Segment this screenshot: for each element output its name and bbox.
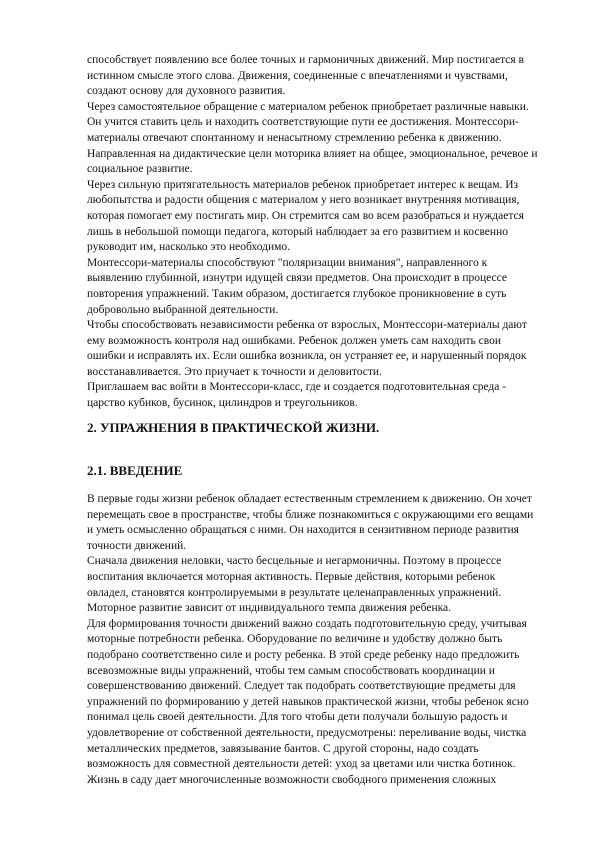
text-line: точности движений.	[87, 539, 187, 552]
text-line: возможность для совместной деятельности детей: уход за цветами или чистка ботинок.	[87, 758, 516, 771]
text-line: упражнений по формированию у детей навыков практической жизни, чтобы ребенок ясно	[87, 695, 529, 708]
text-line: Монтессори-материалы способствуют "поляризации внимания", направленного к	[87, 256, 488, 269]
text-line: воспитания включается моторная активность. Первые действия, которыми ребенок	[87, 570, 496, 583]
text-line: Моторное развитие зависит от индивидуального темпа движения ребенка.	[87, 602, 452, 615]
text-line: Через самостоятельное обращение с материалом ребенок приобретает различные навыки.	[87, 100, 529, 113]
text-line: добровольно выбранной деятельности.	[87, 303, 279, 316]
text-line: овладел, становятся контролируемыми в результате целенаправленных упражнений.	[87, 586, 502, 599]
text-line: выявлению глубинной, изнутри идущей связи предметов. Она происходит в процессе	[87, 272, 508, 285]
text-line: ему возможность контроля над ошибками. Ребенок должен уметь сам находить свои	[87, 334, 501, 347]
text-line: материалы отвечают спонтанному и ненасытному стремлению ребенка к движению.	[87, 131, 502, 144]
text-line: перемещать свое в пространстве, чтобы ближе познакомиться с окружающими его вещами	[87, 508, 534, 521]
text-line: и уметь осмысленно обращаться с ними. Он находится в сензитивном периоде развития	[87, 524, 519, 537]
text-line: металлических предметов, завязывание бантов. С другой стороны, надо создать	[87, 742, 479, 755]
text-line: любопытства и радости общения с материалом у него возникает внутренняя мотивация,	[87, 194, 520, 207]
text-line: социальное развитие.	[87, 163, 193, 176]
text-line: способствует появлению все более точных и гармоничных движений. Мир постигается в	[87, 54, 524, 66]
text-line: восстанавливается. Это приучает к точности и деловитости.	[87, 365, 382, 378]
text-line: Через сильную притягательность материалов ребенок приобретает интерес к вещам. Из	[87, 178, 519, 191]
text-line: лишь в небольшой помощи педагога, который наблюдает за его развитием и косвенно	[87, 225, 508, 238]
text-line: Приглашаем вас войти в Монтессори-класс, где и создается подготовительная среда -	[87, 381, 507, 394]
text-line: удовлетворение от собственной деятельности, предусмотрены: переливание воды, чистка	[87, 726, 527, 739]
text-line: В первые годы жизни ребенок обладает естественным стремлением к движению. Он хочет	[87, 493, 532, 505]
text-line: Сначала движения неловки, часто бесцельные и негармоничны. Поэтому в процессе	[87, 555, 502, 568]
text-line: всевозможные виды упражнений, чтобы тем самым способствовать координации и	[87, 664, 495, 677]
body-text-intro	[87, 53, 557, 412]
text-line: истинном смысле этого слова. Движения, соединенные с впечатлениями и чувствами,	[87, 69, 508, 82]
body-text-introduction	[87, 492, 557, 788]
text-line: Жизнь в саду дает многочисленные возможности свободного применения сложных	[87, 773, 497, 786]
text-line: Направленная на дидактические цели моторика влияет на общее, эмоциональное, речевое и	[87, 147, 538, 160]
text-line: ошибки и исправлять их. Если ошибка возникла, он устраняет ее, и нарушенный порядок	[87, 350, 527, 363]
text-line: царство кубиков, бусинок, цилиндров и треугольников.	[87, 397, 358, 410]
text-line: руководит им, насколько это необходимо.	[87, 241, 291, 254]
text-line: подобрано соответственно силе и росту ребенка. В этой среде ребенку надо предложить	[87, 648, 520, 661]
section-heading: 2. УПРАЖНЕНИЯ В ПРАКТИЧЕСКОЙ ЖИЗНИ.	[87, 420, 380, 435]
text-line: которая помогает ему постигать мир. Он стремится сам во всем разобраться и нуждается	[87, 209, 524, 222]
text-line: Чтобы способствовать независимости ребенка от взрослых, Монтессори-материалы дают	[87, 319, 527, 332]
text-line: повторения упражнений. Таким образом, достигается глубокое проникновение в суть	[87, 287, 507, 300]
text-line: Он учится ставить цель и находить соответствующие пути ее достижения. Монтессори-	[87, 116, 519, 129]
text-line: совершенствованию движений. Следует так подобрать соответствующие предметы для	[87, 680, 516, 693]
text-line: моторные потребности ребенка. Оборудование по величине и удобству должно быть	[87, 633, 503, 646]
subsection-heading: 2.1. ВВЕДЕНИЕ	[87, 463, 183, 478]
text-line: Для формирования точности движений важно создать подготовительную среду, учитывая	[87, 617, 527, 630]
text-line: создают основу для духовного развития.	[87, 85, 286, 98]
text-line: понимал цель своей деятельности. Для того чтобы дети получали большую радость и	[87, 711, 508, 724]
